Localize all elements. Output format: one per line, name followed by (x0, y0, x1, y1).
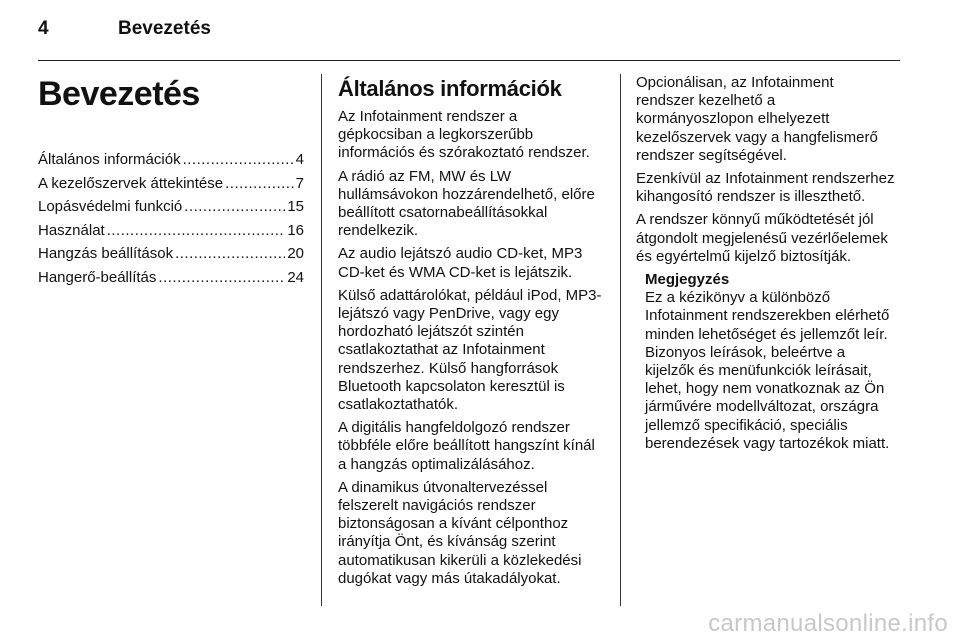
toc-label: Általános információk (38, 151, 181, 168)
toc-page: 4 (295, 151, 304, 168)
watermark: carmanualsonline.info (708, 610, 948, 637)
table-of-contents (38, 148, 304, 289)
column-general-info (338, 74, 604, 593)
header-rule (38, 60, 900, 61)
toc-label: A kezelőszervek áttekintése (38, 174, 224, 192)
toc-leader-dots (158, 266, 285, 290)
toc-label: Lopásvédelmi funkció (38, 198, 183, 215)
column-divider-right (620, 74, 621, 606)
toc-entry-lopasvedelmi[interactable] (38, 195, 304, 219)
page-number: 4 (38, 18, 49, 39)
toc-leader-dots (175, 242, 285, 266)
toc-label: Hangzás beállítások (38, 245, 174, 262)
toc-page: 7 (295, 174, 304, 192)
section-title: Általános információk (338, 76, 562, 101)
body-paragraph: A dinamikus útvonaltervezéssel felszerelt navigációs rendszer biztonságosan a kívánt célponthoz irányítja Önt, és kívánság szerint automatikusan kikerüli a közlekedési dugókat vagy más útakadályokat. (338, 478, 582, 587)
toc-page: 15 (287, 198, 304, 215)
toc-label: Használat (38, 221, 105, 239)
column-divider-left (321, 74, 322, 606)
column-toc (38, 74, 304, 289)
body-paragraph: A rendszer könnyű működtetését jól átgondolt megjelenésű vezérlőelemek és egyértelmű kijelző biztosítják. (636, 211, 888, 265)
body-paragraph: Külső adattárolókat, például iPod, MP3-lejátszó vagy PenDrive, vagy egy hordozható lejátszót szintén csatlakoztathat az Infotainment rendszerhez. Külső hangforrások Bluetooth kapcsolaton keresztül is csatlakoztathatók. (338, 286, 602, 414)
toc-entry-kezeloszervek[interactable] (38, 172, 304, 196)
running-title: Bevezetés (118, 18, 211, 39)
chapter-title: Bevezetés (38, 75, 200, 113)
toc-leader-dots (225, 172, 294, 196)
page-header (38, 18, 960, 48)
body-paragraph: Az audio lejátszó audio CD-ket, MP3 CD-ket és WMA CD-ket is lejátszik. (338, 245, 583, 281)
toc-page: 24 (287, 268, 304, 286)
body-paragraph: Ezenkívül az Infotainment rendszerhez kihangosító rendszer is illeszthető. (636, 170, 895, 206)
toc-leader-dots (184, 195, 285, 219)
toc-leader-dots (107, 219, 286, 243)
toc-page: 20 (287, 245, 304, 262)
body-paragraph: Az Infotainment rendszer a gépkocsiban a legkorszerűbb információs és szórakoztató rendszer. (338, 108, 590, 162)
toc-entry-hasznalat[interactable] (38, 219, 304, 243)
toc-label: Hangerő-beállítás (38, 268, 157, 286)
note-box (645, 271, 896, 453)
body-paragraph: Opcionálisan, az Infotainment rendszer kezelhető a kormányoszlopon elhelyezett kezelőszervek vagy a hangfelismerő rendszer segítségével. (636, 74, 878, 164)
note-text: Ez a kézikönyv a különböző Infotainment rendszerekben elérhető minden lehetőséget és jellemzőt leír. Bizonyos leírások, beleértve a kijelzők és menüfunkciók leírásait, lehet, hogy nem vonatkoznak az Ön járművére modellváltozat, országra jellemző specifikáció, speciális berendezések vagy tartozékok miatt. (645, 289, 890, 452)
toc-page: 16 (287, 221, 304, 239)
body-paragraph: A digitális hangfeldolgozó rendszer többféle előre beállított hangszínt kínál a hangzás optimalizálásához. (338, 419, 595, 473)
column-continued (636, 74, 896, 453)
body-paragraph: A rádió az FM, MW és LW hullámsávokon hozzárendelhető, előre beállított csatornabeállításokkal rendelkezik. (338, 167, 595, 240)
toc-entry-hangero[interactable] (38, 266, 304, 290)
toc-entry-altalanos[interactable] (38, 148, 304, 172)
note-title: Megjegyzés (645, 271, 730, 289)
toc-leader-dots (183, 148, 294, 172)
toc-entry-hangzas[interactable] (38, 242, 304, 266)
